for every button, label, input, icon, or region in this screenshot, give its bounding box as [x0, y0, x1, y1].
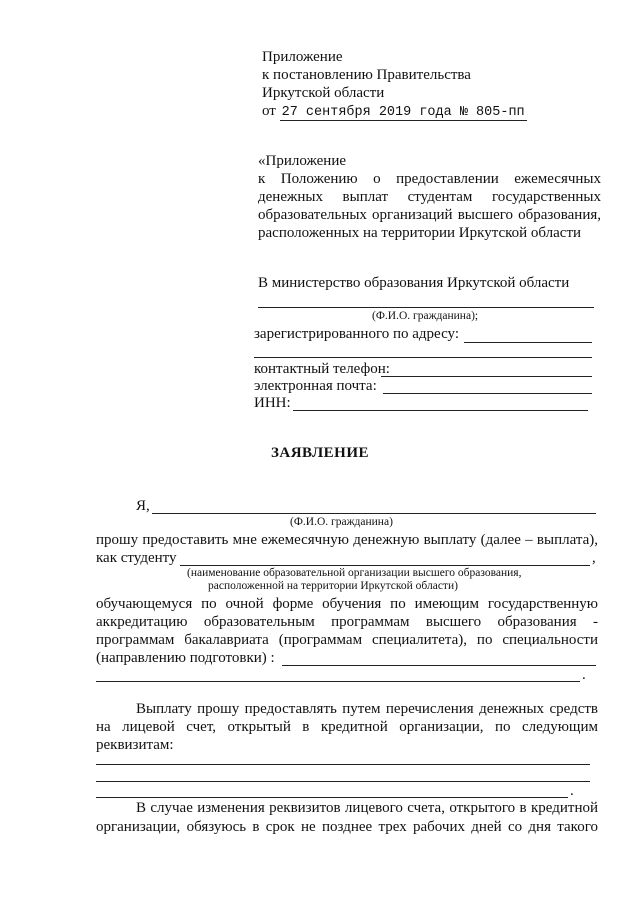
email-line	[383, 393, 592, 394]
p1-comma: ,	[592, 550, 596, 566]
body-ya: Я,	[136, 498, 150, 514]
org-hint-1: (наименование образовательной организации высшего образования,	[187, 567, 522, 579]
p4-line-1: В случае изменения реквизитов лицевого счета, открытого в кредитной	[136, 800, 598, 816]
annex-line-2: к Положению о предоставлении ежемесячных	[258, 171, 601, 187]
p4-line-2: организации, обязуюсь в срок не позднее трех рабочих дней со дня такого	[96, 819, 598, 835]
inn-line	[293, 410, 588, 411]
phone-line	[381, 376, 592, 377]
registered-label: зарегистрированного по адресу:	[254, 326, 459, 342]
applicant-fio-hint: (Ф.И.О. гражданина)	[290, 516, 393, 528]
registered-line	[464, 342, 592, 343]
addressee-fio-hint: (Ф.И.О. гражданина);	[372, 310, 479, 322]
header-line-3: Иркутской области	[262, 85, 385, 101]
address-line-2	[254, 357, 592, 358]
p1-line-2: как студенту	[96, 550, 177, 566]
header-line-2: к постановлению Правительства	[262, 67, 471, 83]
requisites-line-2	[96, 781, 590, 782]
p1-line-1: прошу предоставить мне ежемесячную денежную выплату (далее – выплата),	[96, 532, 598, 548]
header-date	[262, 103, 527, 121]
date-value: 27 сентября 2019 года № 805-пп	[281, 105, 525, 120]
p3-line-1: Выплату прошу предоставлять путем перечисления денежных средств	[136, 701, 598, 717]
p2-line-1: обучающемуся по очной форме обучения по имеющим государственную	[96, 596, 598, 612]
document-title: ЗАЯВЛЕНИЕ	[270, 445, 370, 461]
addressee-to: В министерство образования Иркутской области	[258, 275, 570, 291]
date-prefix: от	[262, 103, 276, 119]
org-hint-2: расположенной на территории Иркутской области)	[208, 580, 458, 592]
requisites-dot: .	[570, 783, 574, 799]
header-line-1: Приложение	[262, 49, 343, 65]
requisites-line-1	[96, 764, 590, 765]
fio-line	[258, 307, 594, 308]
email-label: электронная почта:	[254, 378, 377, 394]
p3-line-2: на лицевой счет, открытый в кредитной организации, по следующим	[96, 719, 598, 735]
p3-line-3: реквизитам:	[96, 737, 174, 753]
p2-line-4: (направлению подготовки) :	[96, 650, 275, 666]
annex-line-1: «Приложение	[258, 153, 347, 169]
applicant-fio-line	[152, 513, 596, 514]
specialty-dot: .	[582, 667, 586, 683]
p2-line-2: аккредитацию образовательным программам высшего образования -	[96, 614, 598, 630]
phone-label: контактный телефон:	[254, 361, 390, 377]
annex-line-4: образовательных организаций высшего образования,	[258, 207, 601, 223]
specialty-line	[282, 665, 596, 666]
annex-line-5: расположенных на территории Иркутской области	[258, 225, 582, 241]
specialty-line-2	[96, 681, 580, 682]
p2-line-3: программам бакалавриата (программам специалитета), по специальности	[96, 632, 598, 648]
org-name-line	[180, 565, 590, 566]
inn-label: ИНН:	[254, 395, 291, 411]
annex-line-3: денежных выплат студентам государственных	[258, 189, 601, 205]
requisites-line-3	[96, 797, 568, 798]
